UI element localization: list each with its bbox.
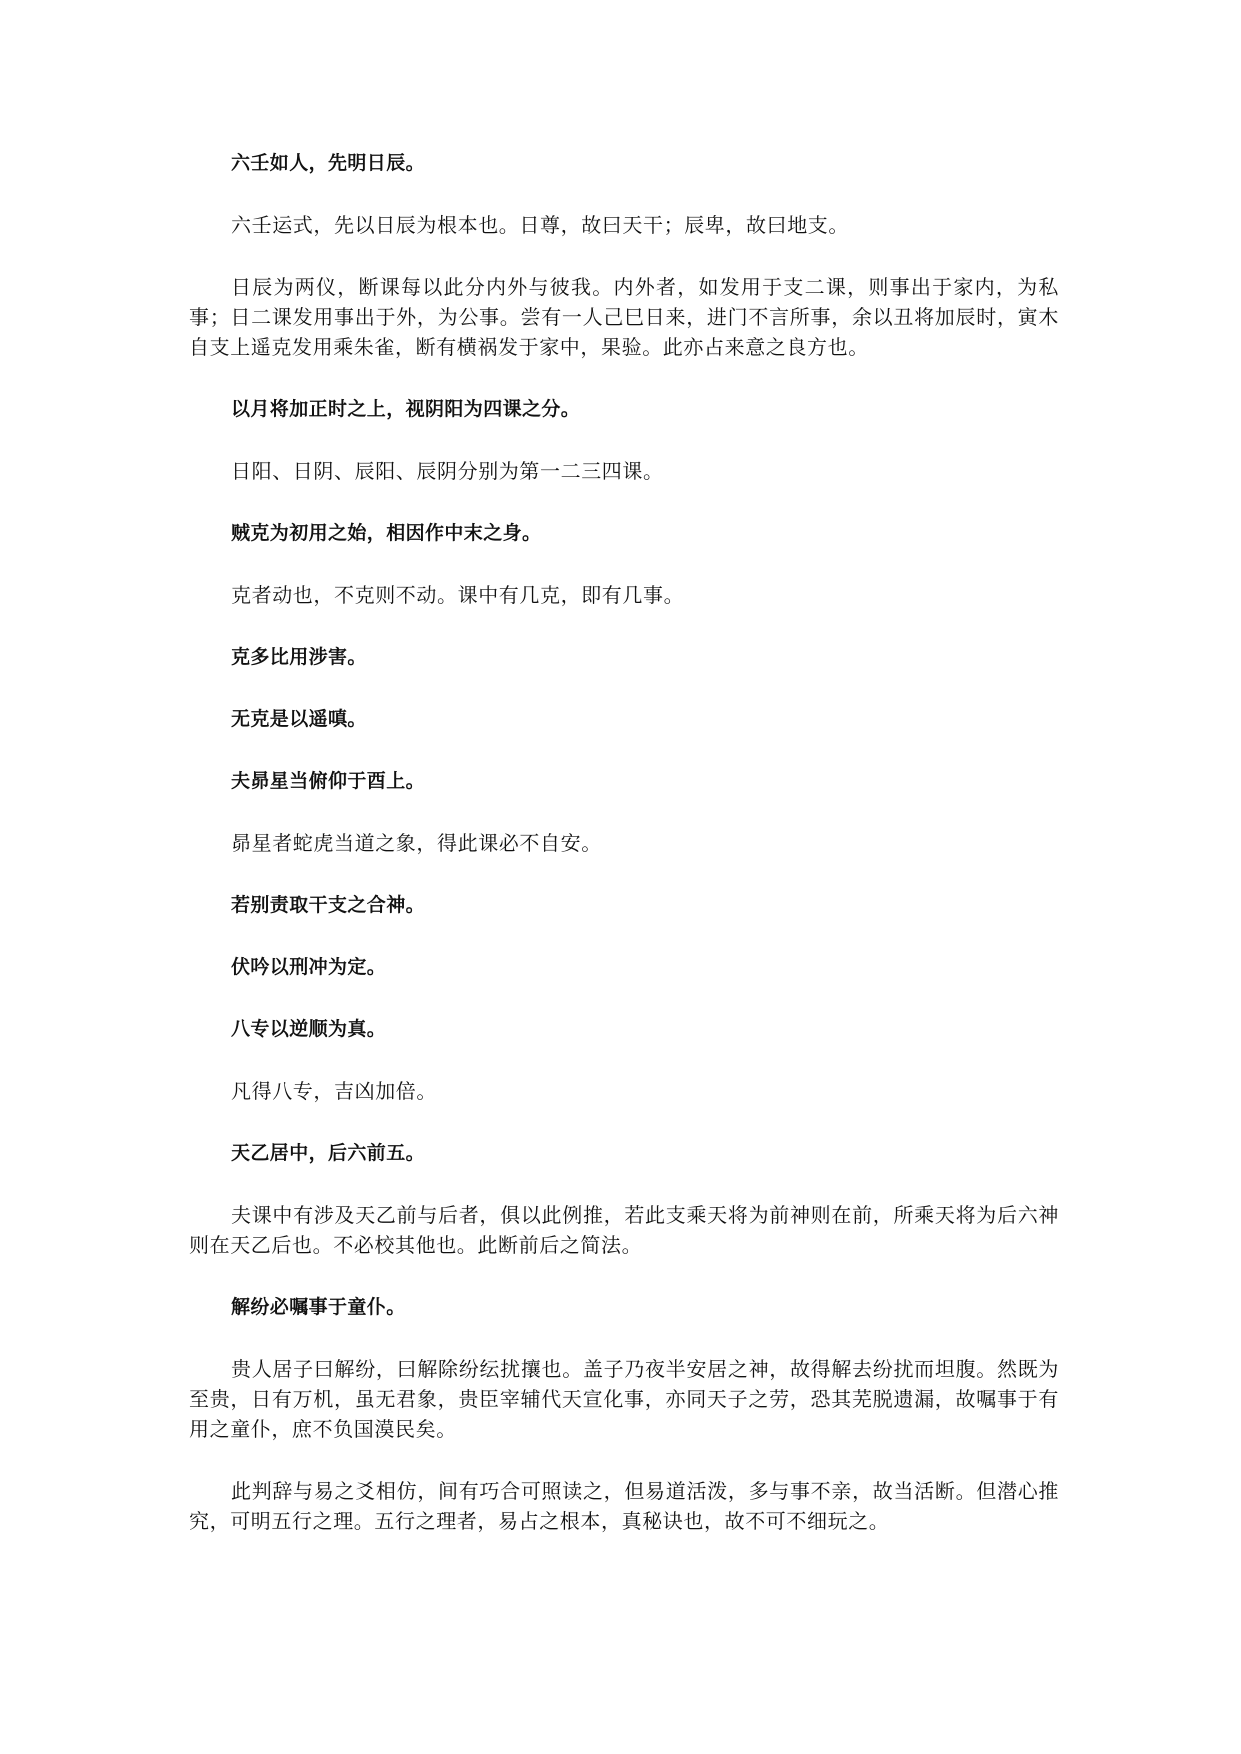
heading-fuyin: 伏吟以刑冲为定。: [231, 956, 387, 978]
heading-zeike: 贼克为初用之始，相因作中末之身。: [231, 522, 542, 544]
heading-liuren-ru-ren: 六壬如人，先明日辰。: [231, 152, 426, 174]
heading-keduo: 克多比用涉害。: [231, 646, 367, 668]
paragraph-panci: 此判辞与易之爻相仿，间有巧合可照读之，但易道活泼，多与事不亲，故当活断。但潜心推究，可明五行之理。五行之理者，易占之根本，真秘诀也，故不可不细玩之。: [189, 1479, 1059, 1533]
heading-biezhe: 若别责取干支之合神。: [231, 894, 426, 916]
heading-bazhuan: 八专以逆顺为真。: [231, 1018, 387, 1040]
paragraph-sike: 日阳、日阴、辰阳、辰阴分别为第一二三四课。: [231, 459, 664, 483]
heading-wuke: 无克是以遥嗔。: [231, 708, 367, 730]
paragraph-maoxing: 昴星者蛇虎当道之象，得此课必不自安。: [231, 831, 602, 855]
heading-tianyi: 天乙居中，后六前五。: [231, 1142, 426, 1164]
paragraph-riche-root: 六壬运式，先以日辰为根本也。日尊，故曰天干；辰卑，故曰地支。: [231, 213, 849, 237]
document-body: [189, 148, 1059, 1536]
paragraph-jiefen: 贵人居子曰解纷，曰解除纷纭扰攘也。盖子乃夜半安居之神，故得解去纷扰而坦腹。然既为至贵，日有万机，虽无君象，贵臣宰辅代天宣化事，亦同天子之劳，恐其芜脱遗漏，故嘱事于有用之童仆，庶不负国漠民矣。: [189, 1357, 1059, 1441]
paragraph-bazhuan: 凡得八专，吉凶加倍。: [231, 1079, 437, 1103]
paragraph-kezhe: 克者动也，不克则不动。课中有几克，即有几事。: [231, 583, 685, 607]
paragraph-liangyi: 日辰为两仪，断课每以此分内外与彼我。内外者，如发用于支二课，则事出于家内，为私事；日二课发用事出于外，为公事。尝有一人己巳日来，进门不言所事，余以丑将加辰时，寅木自支上遥克发用乘朱雀，断有横祸发于家中，果验。此亦占来意之良方也。: [189, 275, 1059, 359]
heading-yuejiang: 以月将加正时之上，视阴阳为四课之分。: [231, 398, 581, 420]
heading-jiefen: 解纷必嘱事于童仆。: [231, 1296, 406, 1318]
heading-maoxing: 夫昴星当俯仰于酉上。: [231, 770, 426, 792]
paragraph-tianyi: 夫课中有涉及天乙前与后者，俱以此例推，若此支乘天将为前神则在前，所乘天将为后六神则在天乙后也。不必校其他也。此断前后之简法。: [189, 1203, 1059, 1257]
